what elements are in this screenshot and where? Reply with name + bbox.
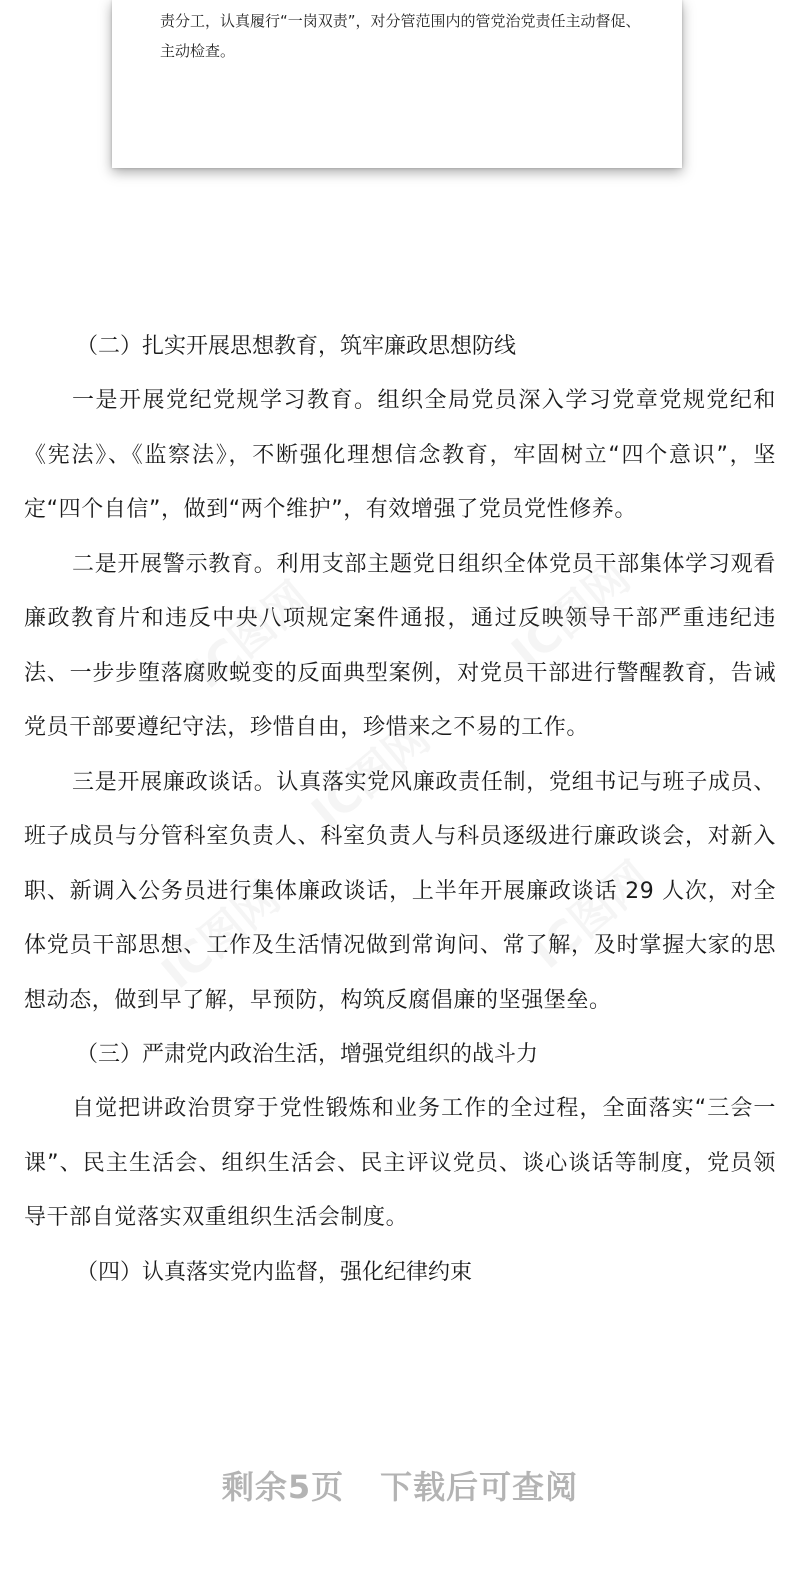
watermark: IC图网 bbox=[302, 711, 440, 839]
paragraph: 一是开展党纪党规学习教育。组织全局党员深入学习党章党规党纪和《宪法》、《监察法》，不断强化理想信念教育，牢固树立“四个意识”，坚定“四个自信”，做到“两个维护”，有效增强了党员党性修养。 bbox=[24, 388, 776, 522]
download-to-read-label: 下载后可查阅 bbox=[380, 1468, 579, 1506]
remaining-pages-label: 剩余5页 bbox=[221, 1468, 345, 1506]
paragraph: 二是开展警示教育。利用支部主题党日组织全体党员干部集体学习观看廉政教育片和违反中央八项规定案件通报，通过反映领导干部严重违纪违法、一步步堕落腐败蜕变的反面典型案例，对党员干部进行警醒教育，告诫党员干部要遵纪守法，珍惜自由，珍惜来之不易的工作。 bbox=[24, 551, 776, 740]
paragraph: 三是开展廉政谈话。认真落实党风廉政责任制，党组书记与班子成员、班子成员与分管科室负责人、科室负责人与科员逐级进行廉政谈会，对新入职、新调入公务员进行集体廉政谈话，上半年开展廉政谈话 29 人次，对全体党员干部思想、工作及生活情况做到常询问、常了解，及时掌握大家的思想动态，做到早了解，早预防，构筑反腐倡廉的坚强堡垒。 bbox=[24, 769, 776, 1013]
document-body bbox=[24, 320, 776, 1300]
paragraph: 自觉把讲政治贯穿于党性锻炼和业务工作的全过程，全面落实“三会一课”、民主生活会、组织生活会、民主评议党员、谈心谈话等制度，党员领导干部自觉落实双重组织生活会制度。 bbox=[24, 1096, 776, 1230]
section-heading: （四）认真落实党内监督，强化纪律约束 bbox=[76, 1259, 473, 1285]
download-prompt[interactable] bbox=[0, 1462, 800, 1508]
section-heading: （二）扎实开展思想教育，筑牢廉政思想防线 bbox=[76, 334, 517, 359]
watermark: IC图网 bbox=[502, 551, 640, 679]
watermark: IC图网 bbox=[522, 851, 660, 979]
section-heading: （三）严肃党内政治生活，增强党组织的战斗力 bbox=[76, 1042, 539, 1067]
watermark: IC图网 bbox=[182, 571, 320, 699]
preview-page-card bbox=[112, 0, 682, 168]
preview-text: 责分工，认真履行“一岗双责”，对分管范围内的管党治党责任主动督促、主动检查。 bbox=[160, 12, 641, 60]
watermark: IC图网 bbox=[152, 871, 290, 999]
